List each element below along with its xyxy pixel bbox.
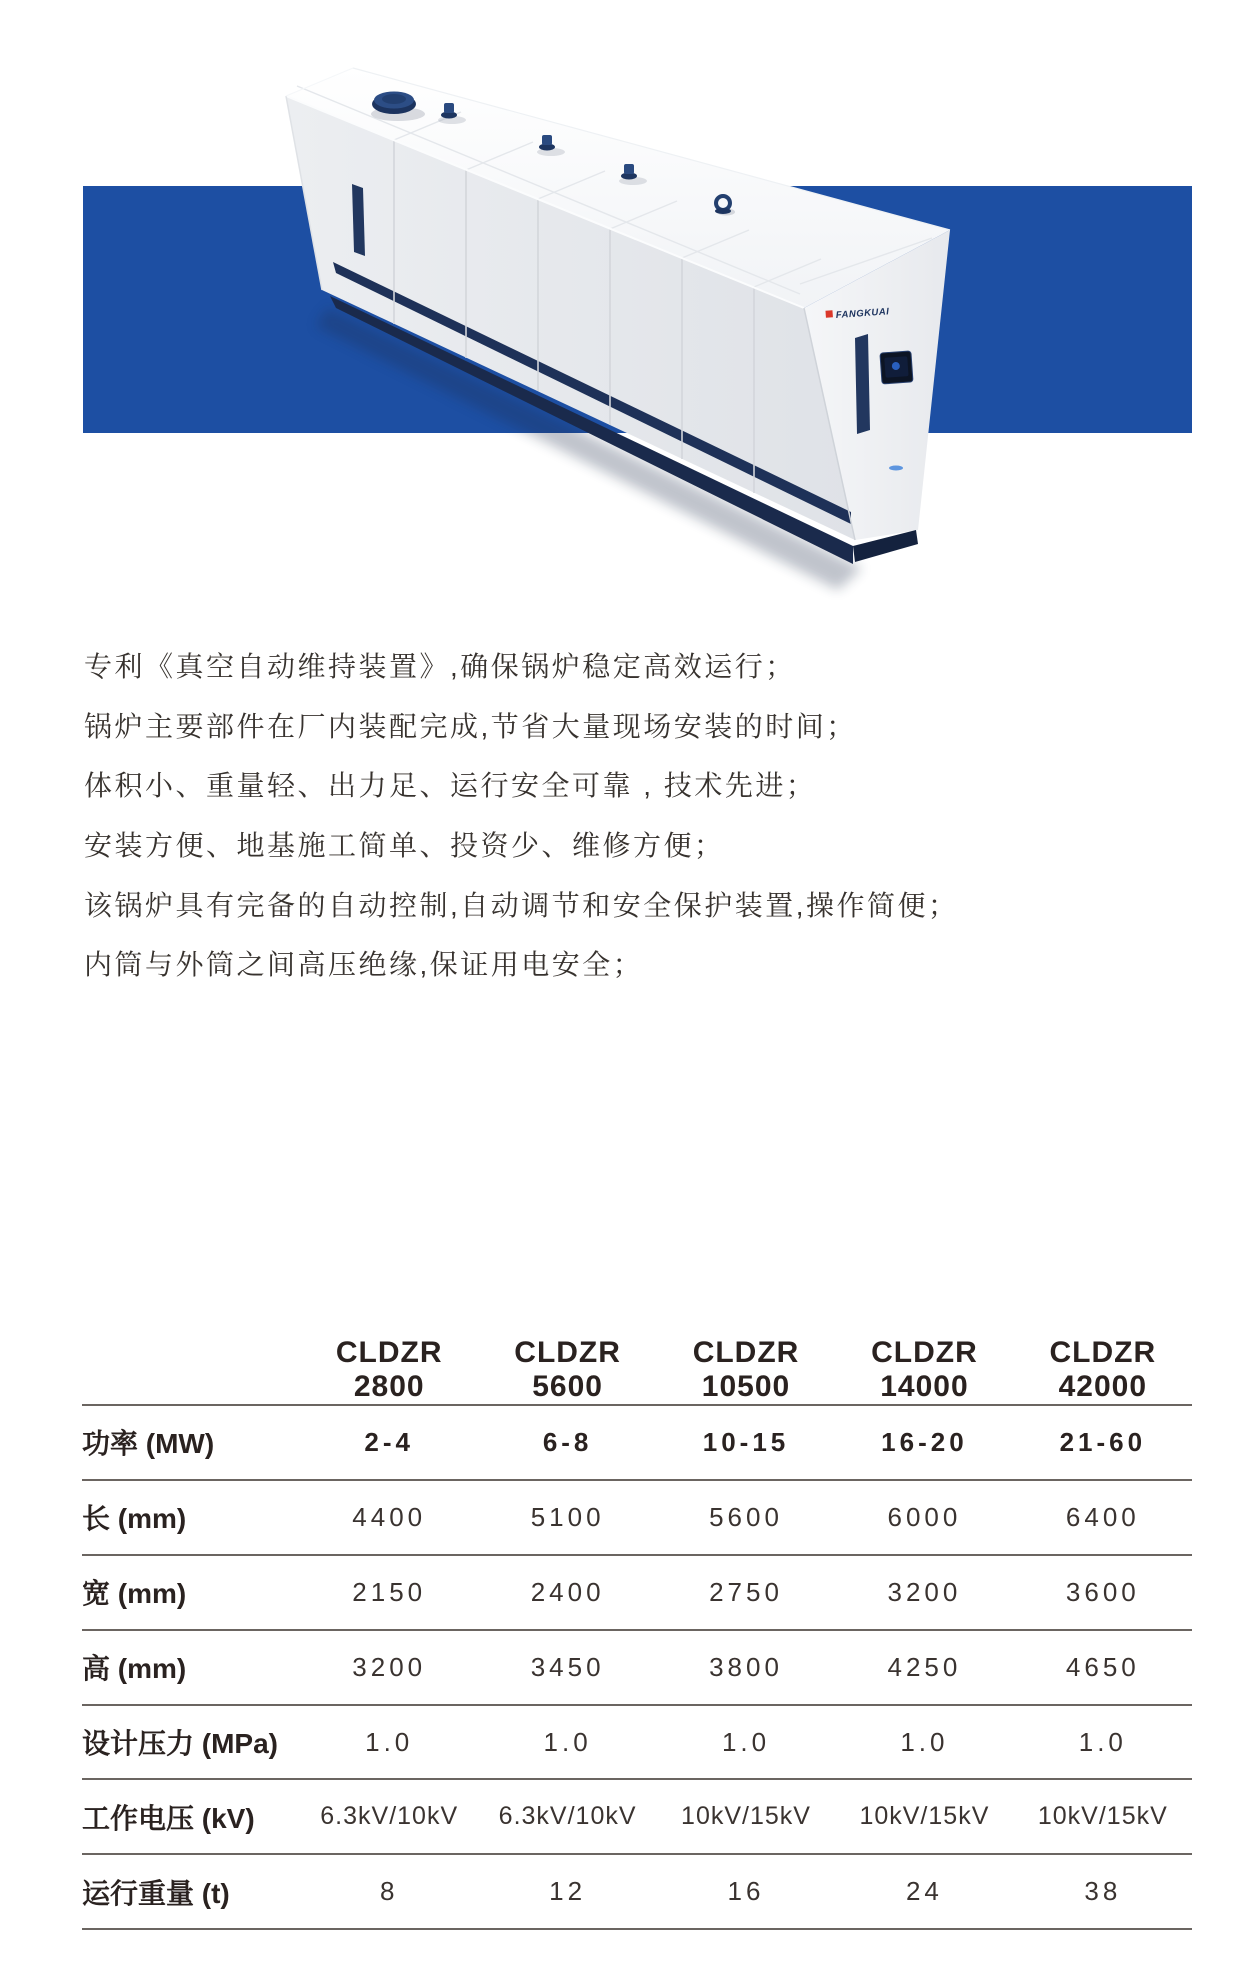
boiler-product-image	[180, 35, 1010, 605]
model-header: CLDZR 5600	[514, 1336, 621, 1403]
model-header: CLDZR 2800	[335, 1336, 443, 1403]
logo-mark	[825, 310, 832, 317]
spec-value: 12	[549, 1876, 587, 1907]
spec-value: 3450	[530, 1651, 605, 1682]
spec-value: 2750	[709, 1576, 783, 1607]
spec-value: 10kV/15kV	[681, 1802, 811, 1831]
spec-row	[82, 1629, 1192, 1704]
spec-value: 16-20	[881, 1426, 968, 1457]
spec-value: 4650	[1065, 1651, 1140, 1682]
spec-value: 6400	[1065, 1501, 1140, 1532]
model-header: CLDZR 42000	[1049, 1336, 1157, 1403]
feature-list	[84, 637, 1184, 995]
spec-value: 1.0	[543, 1726, 592, 1757]
model-header: CLDZR 10500	[692, 1336, 800, 1403]
spec-value: 3800	[709, 1651, 783, 1682]
boiler-handle-right	[855, 334, 870, 434]
spec-value: 8	[379, 1876, 399, 1907]
spec-value: 16	[727, 1876, 765, 1907]
spec-value: 10kV/15kV	[1037, 1802, 1168, 1831]
spec-value: 6000	[887, 1501, 962, 1532]
spec-row	[82, 1554, 1192, 1629]
spec-row	[82, 1479, 1192, 1554]
feature-line: 专利《真空自动维持装置》,确保锅炉稳定高效运行；	[84, 651, 796, 682]
spec-row	[82, 1404, 1192, 1479]
spec-value: 3200	[887, 1576, 962, 1607]
boiler-indicator-light	[889, 466, 903, 471]
feature-line: 该锅炉具有完备的自动控制,自动调节和安全保护装置,操作简便；	[84, 889, 959, 921]
spec-body	[82, 1404, 1192, 1930]
spec-row-label: 宽 (mm)	[82, 1578, 187, 1610]
spec-value: 24	[905, 1876, 943, 1907]
spec-value: 1.0	[900, 1726, 949, 1757]
spec-row-label: 运行重量 (t)	[82, 1877, 230, 1909]
feature-line: 体积小、重量轻、出力足、运行安全可靠 , 技术先进；	[84, 770, 817, 802]
spec-value: 6.3kV/10kV	[498, 1802, 637, 1831]
spec-value: 21-60	[1059, 1426, 1147, 1457]
spec-value: 2-4	[364, 1426, 414, 1457]
spec-row	[82, 1853, 1192, 1928]
spec-value: 1.0	[1078, 1726, 1127, 1757]
boiler-handle-left	[352, 184, 365, 256]
spec-header	[82, 1336, 1192, 1404]
feature-line: 安装方便、地基施工简单、投资少、维修方便；	[84, 830, 725, 862]
feature-line: 锅炉主要部件在厂内装配完成,节省大量现场安装的时间；	[84, 710, 857, 742]
spec-value: 2150	[352, 1576, 427, 1607]
spec-value: 4250	[887, 1651, 962, 1682]
spec-row-label: 高 (mm)	[82, 1653, 187, 1685]
spec-value: 3200	[352, 1651, 427, 1682]
spec-value: 1.0	[365, 1726, 414, 1757]
feature-line: 内筒与外筒之间高压绝缘,保证用电安全；	[84, 949, 644, 981]
spec-value: 10-15	[702, 1426, 790, 1457]
spec-value: 4400	[352, 1501, 427, 1532]
spec-value: 6-8	[542, 1426, 593, 1457]
spec-row-label: 工作电压 (kV)	[82, 1802, 255, 1834]
spec-value: 5600	[709, 1501, 783, 1532]
logo-text: FANGKUAI	[835, 306, 890, 321]
spec-row-label: 功率 (MW)	[82, 1428, 215, 1460]
spec-value: 3600	[1065, 1576, 1140, 1607]
boiler-display-screen	[880, 351, 913, 384]
spec-value: 10kV/15kV	[859, 1802, 990, 1831]
spec-row-label: 长 (mm)	[82, 1503, 187, 1535]
model-header: CLDZR 14000	[871, 1336, 978, 1403]
spec-value: 38	[1084, 1876, 1122, 1907]
spec-row	[82, 1704, 1192, 1779]
spec-value: 5100	[530, 1501, 605, 1532]
spec-table	[82, 1336, 1192, 1930]
spec-value: 1.0	[721, 1726, 771, 1757]
spec-value: 2400	[530, 1576, 605, 1607]
spec-row	[82, 1778, 1192, 1853]
spec-row-label: 设计压力 (MPa)	[82, 1728, 279, 1759]
spec-value: 6.3kV/10kV	[320, 1802, 459, 1831]
